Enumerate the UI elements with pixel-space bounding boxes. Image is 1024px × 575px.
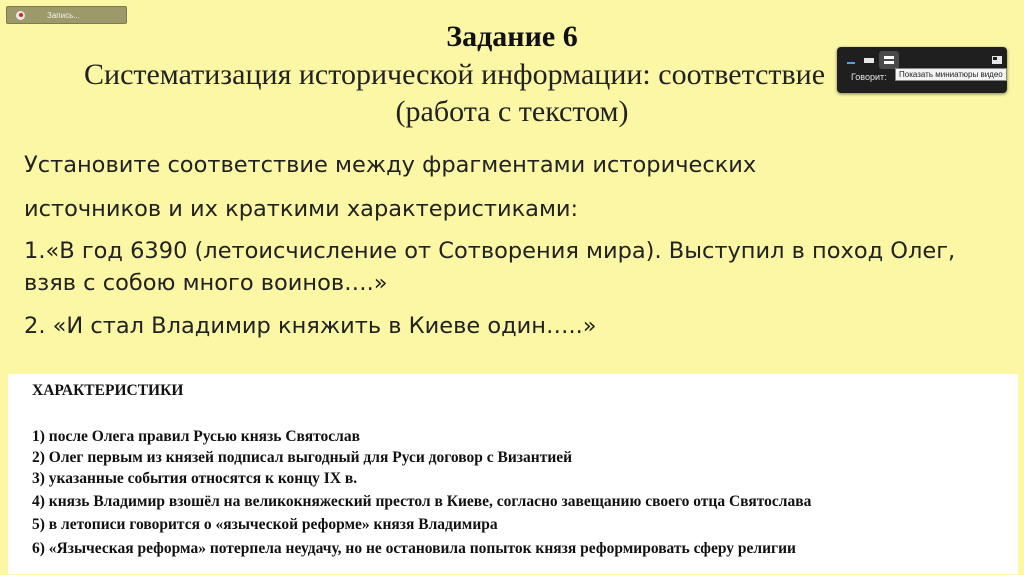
instruction-line-1: Установите соответствие между фрагментами исторических xyxy=(24,152,757,178)
characteristics-heading: ХАРАКТЕРИСТИКИ xyxy=(32,382,184,399)
slide-title: Задание 6 xyxy=(446,20,578,53)
instruction-line-2: источников и их краткими характеристиками: xyxy=(24,196,579,222)
characteristic-item: 6) «Языческая реформа» потерпела неудачу, но не остановила попыток князя реформировать сферу религии xyxy=(32,540,796,557)
minimize-icon[interactable] xyxy=(841,51,861,69)
characteristic-item: 4) князь Владимир взошёл на великокняжеский престол в Киеве, согласно завещанию своего отца Святослава xyxy=(32,493,812,510)
characteristic-item: 1) после Олега правил Русью князь Святослав xyxy=(32,428,360,445)
characteristic-item: 3) указанные события относятся к концу IX в. xyxy=(32,470,358,487)
characteristic-item: 2) Олег первым из князей подписал выгодный для Руси договор с Византией xyxy=(32,449,573,466)
recording-label: Запись... xyxy=(47,10,80,20)
speaking-label: Говорит: xyxy=(851,72,887,82)
fragment-1-line-2: взяв с собою много воинов….» xyxy=(24,270,388,296)
slide-subtitle: Систематизация исторической информации: соответствие xyxy=(84,58,826,91)
fragment-2: 2. «И стал Владимир княжить в Киеве один…..» xyxy=(24,313,597,339)
strip-view-icon[interactable] xyxy=(879,51,899,69)
characteristic-item: 5) в летописи говорится о «языческой реформе» князя Владимира xyxy=(32,516,498,533)
speaker-view-icon[interactable] xyxy=(987,51,1007,69)
characteristics-box xyxy=(8,374,1018,574)
tooltip: Показать миниатюры видео xyxy=(895,68,1007,81)
thumbnail-view-icon[interactable] xyxy=(859,51,879,69)
fragment-1-line-1: 1.«В год 6390 (летоисчисление от Сотворения мира). Выступил в поход Олег, xyxy=(24,238,956,264)
record-icon xyxy=(16,11,25,20)
slide-subtitle-line2: (работа с текстом) xyxy=(395,95,629,128)
